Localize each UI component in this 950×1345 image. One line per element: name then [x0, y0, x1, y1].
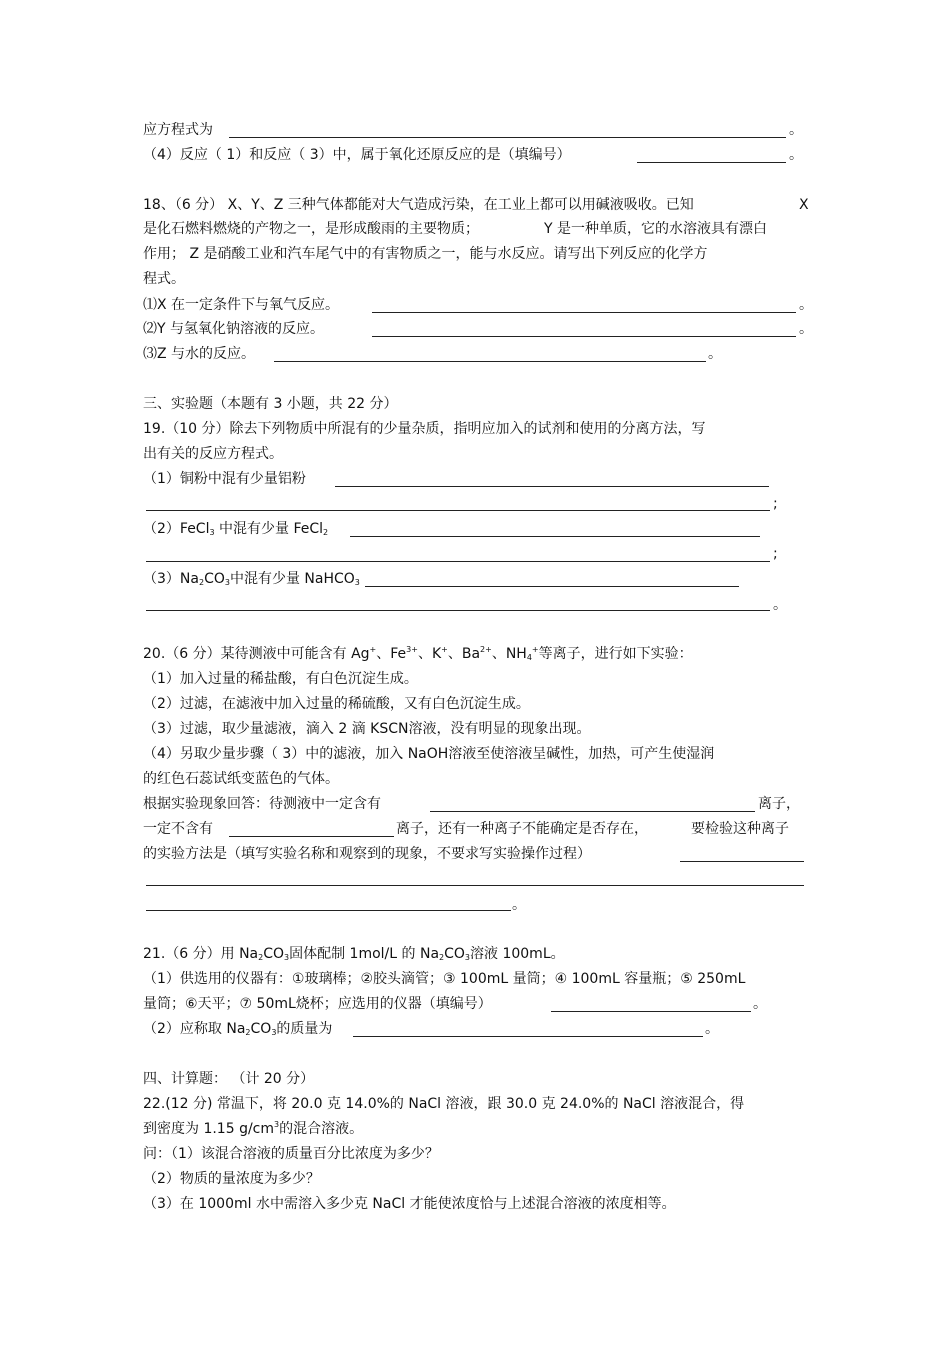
answer-blank[interactable]: [372, 312, 796, 313]
question-19-part2: （2）FeCl$_3$ 中混有少量 FeCl$_2$: [143, 521, 329, 537]
period: 。: [799, 321, 813, 337]
period: 。: [705, 1021, 719, 1037]
answer-blank[interactable]: [353, 1036, 703, 1037]
period: 。: [753, 996, 767, 1012]
question-18-part2: ⑵Y 与氢氧化钠溶液的反应。: [143, 321, 325, 337]
answer-blank[interactable]: [335, 486, 769, 487]
question-18-line2: 是化石燃料燃烧的产物之一，是形成酸雨的主要物质；: [143, 221, 479, 237]
answer-blank[interactable]: [680, 861, 804, 862]
question-21-line1: 21.（6 分）用 $Na_2CO_3$固体配制 1mol/L 的 $Na_2CO_3$溶液 100mL。: [143, 946, 565, 962]
question-17-4: （4）反应（ 1）和反应（ 3）中，属于氧化还原反应的是（填编号）: [143, 147, 571, 163]
question-18-line1-end: X: [799, 197, 809, 213]
answer-blank[interactable]: [637, 162, 786, 163]
question-20-step3: （3）过滤，取少量滤液，滴入 2 滴 KSCN溶液，没有明显的现象出现。: [143, 721, 591, 737]
period: 。: [708, 346, 722, 362]
answer-blank[interactable]: [430, 811, 755, 812]
question-22-q2: （2）物质的量浓度为多少？: [143, 1171, 320, 1187]
question-20-answer2: 一定不含有: [143, 821, 213, 837]
question-22-line1: 22.(12 分) 常温下，将 20.0 克 14.0%的 NaCl 溶液，跟 30.0 克 24.0%的 NaCl 溶液混合，得: [143, 1096, 745, 1112]
question-20-step4: （4）另取少量步骤（ 3）中的滤液，加入 NaOH溶液至使溶液呈碱性，加热，可产生使湿润: [143, 746, 715, 762]
question-22-line2: 到密度为 1.15 $g/cm^3$的混合溶液。: [143, 1120, 364, 1137]
question-18-line3: 作用； Z 是硝酸工业和汽车尾气中的有害物质之一，能与水反应。请写出下列反应的化学方: [143, 246, 708, 262]
question-18-line4: 程式。: [143, 271, 185, 287]
answer-blank[interactable]: [146, 561, 770, 562]
question-21-part2: （2）应称取 $Na_2CO_3$的质量为: [143, 1021, 333, 1037]
semicolon: ;: [773, 496, 778, 512]
semicolon: ;: [773, 546, 778, 562]
question-20-step2: （2）过滤，在滤液中加入过量的稀硫酸，又有白色沉淀生成。: [143, 696, 530, 712]
question-20-step5: 的红色石蕊试纸变蓝色的气体。: [143, 771, 339, 787]
answer-blank[interactable]: [372, 336, 796, 337]
period: 。: [789, 122, 803, 138]
ions-label: 离子，: [758, 796, 800, 812]
period: 。: [789, 147, 803, 163]
section-4-title: 四、计算题： （计 20 分）: [143, 1071, 315, 1087]
question-18-line1: 18、（6 分） X、Y、Z 三种气体都能对大气造成污染，在工业上都可以用碱液吸收。已知: [143, 197, 694, 213]
question-19-line2: 出有关的反应方程式。: [143, 446, 283, 462]
section-3-title: 三、实验题（本题有 3 小题，共 22 分）: [143, 396, 398, 412]
period: 。: [512, 897, 526, 913]
question-18-part1: ⑴X 在一定条件下与氧气反应。: [143, 297, 340, 313]
question-18-line2b: Y 是一种单质，它的水溶液具有漂白: [544, 221, 768, 237]
period: 。: [773, 597, 787, 613]
answer-blank[interactable]: [146, 885, 804, 886]
question-20-answer3: 的实验方法是（填写实验名称和观察到的现象，不要求写实验操作过程）: [143, 846, 591, 862]
question-18-part3: ⑶Z 与水的反应。: [143, 346, 256, 362]
answer-blank[interactable]: [365, 586, 739, 587]
answer-blank[interactable]: [551, 1011, 751, 1012]
answer-blank[interactable]: [146, 510, 770, 511]
continuation-label: 应方程式为: [143, 122, 213, 138]
question-20-answer2b: 离子，还有一种离子不能确定是否存在，: [396, 821, 648, 837]
question-22-q3: （3）在 1000ml 水中需溶入多少克 NaCl 才能使浓度恰与上述混合溶液的浓度相等。: [143, 1196, 676, 1212]
question-20-line1: 20.（6 分）某待测液中可能含有 Ag+、$Fe^{3+}$、K+、$Ba^{2+}$、$NH_4^+$等离子，进行如下实验：: [143, 645, 693, 662]
question-20-step1: （1）加入过量的稀盐酸，有白色沉淀生成。: [143, 671, 418, 687]
question-21-part1b: 量筒；⑥天平；⑦ 50mL烧杯；应选用的仪器（填编号）: [143, 996, 492, 1012]
answer-blank[interactable]: [229, 836, 394, 837]
question-21-part1: （1）供选用的仪器有：①玻璃棒；②胶头滴管；③ 100mL 量筒；④ 100mL 容量瓶；⑤ 250mL: [143, 971, 746, 987]
answer-blank[interactable]: [146, 610, 770, 611]
question-22-q1: 问：（1）该混合溶液的质量百分比浓度为多少？: [143, 1146, 439, 1162]
question-20-answer2c: 要检验这种离子: [691, 821, 789, 837]
period: 。: [799, 297, 813, 313]
answer-blank[interactable]: [229, 137, 786, 138]
answer-blank[interactable]: [274, 361, 706, 362]
question-19-part1: （1）铜粉中混有少量铝粉: [143, 471, 306, 487]
answer-blank[interactable]: [146, 910, 511, 911]
answer-blank[interactable]: [350, 536, 760, 537]
question-19-part3: $(3)Na_2CO_3$中混有少量 NaHCO$_3$: [143, 571, 360, 587]
question-19-line1: 19.（10 分）除去下列物质中所混有的少量杂质，指明应加入的试剂和使用的分离方法，写: [143, 421, 706, 437]
question-20-answer1: 根据实验现象回答：待测液中一定含有: [143, 796, 381, 812]
